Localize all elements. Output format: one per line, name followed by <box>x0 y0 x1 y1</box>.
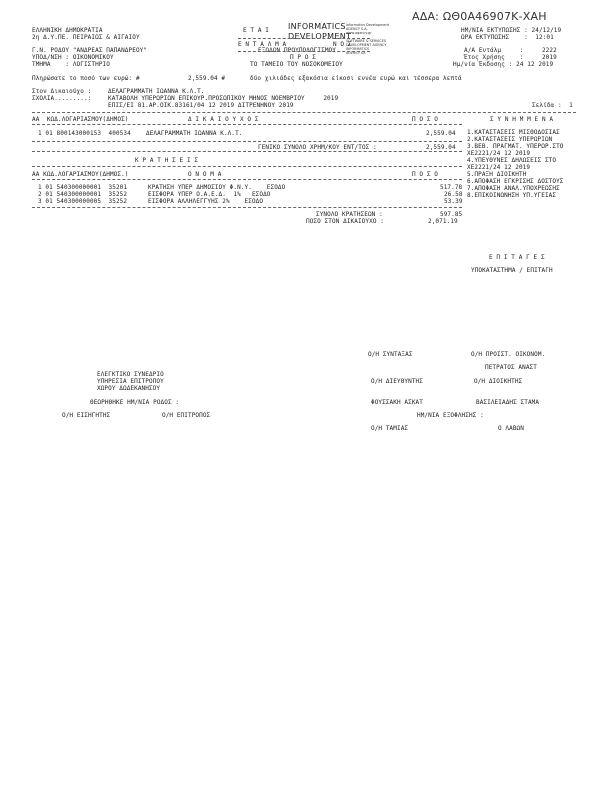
table1-col-attachments: Σ Υ Ν Η Μ Μ Ε Ν Α <box>490 116 554 123</box>
treasurer-label: Ο/Η ΤΑΜΙΑΣ <box>371 425 409 432</box>
visa-label: ΘΕΩΡΗΘΗΚΕ ΗΜ/ΝΙΑ ΡΟΔΟΣ : <box>90 399 180 406</box>
notes-line-2: ΕΠΙΣ/ΕΙ 81.ΑΡ.ΟΙΚ.83161/04 12 2019 ΔΙΤΡΕΝΗΝΟΥ 2019 <box>108 102 294 109</box>
commissioner-label: Ο/Η ΕΠΙΤΡΟΠΟΣ <box>162 412 211 419</box>
manager-name: ΒΑΣΙΛΕΙΑΔΗΣ ΣΤΑΜΑ <box>476 399 540 406</box>
creditor-label: Στον Δικαιούχο : <box>32 88 92 95</box>
attachment-item: 6.ΑΠΟΦΑΣΗ ΕΓΚΡΙΣΗΣ ΔΟΣΤΟΥΣ <box>467 178 564 185</box>
payment-prefix: Πληρώσατε το ποσό των ευρώ: # <box>32 75 140 82</box>
page-number: Σελίδα : 1 <box>532 102 573 109</box>
ada-code: ΑΔΑ: ΩΘ0Α46907Κ-ΧΑΗ <box>412 10 547 23</box>
title-spaced-1: Ε Τ Α Ι <box>243 27 269 34</box>
table1-total-rule-top <box>32 141 462 142</box>
org-line-3: Γ.Ν. ΡΟΔΟΥ "ΑΝΔΡΕΑΣ ΠΑΠΑΝΔΡΕΟΥ" <box>32 47 148 54</box>
org-line-2: 2η Δ.Υ.ΠΕ. ΠΕΙΡΑΙΩΣ & ΑΙΓΑΙΟΥ <box>32 34 140 41</box>
director-name: ΦΟΥΣΣΑΚΗ ΑΣΚΑΤ <box>371 399 423 406</box>
creditor-value: ΔΕΛΑΓΡΑΜΜΑΤΗ ΙΩΑΝΝΑ Κ.Λ.Τ. <box>108 88 205 95</box>
company-logo <box>286 22 406 62</box>
receiver-label: Ο ΛΑΒΩΝ <box>498 425 524 432</box>
deduction-name: ΚΡΑΤΗΣΗ ΥΠΕΡ ΔΗΜΟΣΙΟΥ Φ.Ν.Υ. ΕΣΟΔΟ <box>148 184 286 191</box>
control-line-2: ΥΠΗΡΕΣΙΑ ΕΠΙΤΡΟΠΟΥ <box>97 378 164 385</box>
deduction-amount: 26.58 <box>444 191 463 198</box>
fiscal-year: Έτος Χρήσης : 2019 <box>464 54 557 61</box>
rapporteur-label: Ο/Η ΕΙΣΗΓΗΤΗΣ <box>62 412 111 419</box>
table2-col-aa: ΑΑ ΚΩΔ.ΛΟΓΑΡΙΑΣΜΟΥ(ΔΗΜΟΣ.) <box>32 171 129 178</box>
org-line-1: ΕΛΛΗΝΙΚΗ ΔΗΜΟΚΡΑΤΙΑ <box>32 27 103 34</box>
table1-col-aa: ΑΑ ΚΩΔ.ΛΟΓΑΡΙΑΣΜΟΥ(ΔΗΜΟΣ) <box>32 116 129 123</box>
logo-fine-1: Informatics Development AGENCY S.A. www.agency.gr <box>346 23 389 35</box>
table2-col-name: Ο Ν Ο Μ Α <box>188 171 222 178</box>
notes-label: ΣΧΟΛΙΑ.........: <box>32 95 92 102</box>
title-mid-2: Π Ρ Ο Σ <box>290 54 316 61</box>
table2-header-rule-top <box>32 166 462 167</box>
deduction-code: 2 01 540300000001 35252 <box>38 191 128 198</box>
table2-header-rule-bottom <box>32 179 462 180</box>
title-mid-1: ΕΞΟΔΩΝ ΠΡΟΥΠΟΛΟΓΙΣΜΟΥ <box>258 47 336 54</box>
title-spaced-2: Ε Ν Τ Α Λ Μ Α <box>238 41 287 48</box>
approvals-subtitle: ΥΠΟΚΑΤΑΣΤΗΜΑ / ΕΠΙΤΑΓΗ <box>471 267 553 274</box>
table1-row-name: ΔΕΛΑΓΡΑΜΜΑΤΗ ΙΩΑΝΝΑ Κ.Λ.Τ. <box>146 130 243 137</box>
control-line-3: ΧΩΡΟΥ ΔΩΔΕΚΑΝΗΣΟΥ <box>97 385 161 392</box>
attachment-item: 5.ΠΡΑΞΗ ΔΙΟΙΚΗΤΗ <box>467 171 527 178</box>
deductions-sum-label: ΣΥΝΟΛΟ ΚΡΑΤΗΣΕΩΝ : <box>316 211 383 218</box>
logo-word-1: INFORMATICS <box>288 22 346 31</box>
table1-header-rule <box>32 124 462 125</box>
head-label: Ο/Η ΠΡΟΙΣΤ. ΟΙΚΟΝΟΜ. <box>471 351 546 358</box>
table1-row-amount: 2,559.04 <box>426 130 456 137</box>
notes-line-1: ΚΑΤΑΒΟΛΗ ΥΠΕΡΩΡΙΩΝ ΕΠΙΚΟΥΡ.ΠΡΟΣΩΠΙΚΟΥ ΜΗΝΟΣ ΝΟΕΜΒΡΙΟΥ 2019 <box>108 95 339 102</box>
header-rule-1 <box>238 38 370 39</box>
attachment-item: ΧΕ2221/24 12 2019 <box>467 150 531 157</box>
table1-total-rule-bottom <box>32 151 462 152</box>
logo-fine-2: SOFTWARE & SERVICES DEVELOPMENT AGENCY INFORMATICS AGENCY SA <box>346 39 387 55</box>
attachment-item: 7.ΑΠΟΦΑΣΗ ΑΝΑΛ.ΥΠΟΧΡΕΩΣΗΣ <box>467 185 560 192</box>
control-line-1: ΕΛΕΓΚΤΙΚΟ ΣΥΝΕΔΡΙΟ <box>97 371 164 378</box>
org-line-5: ΤΜΗΜΑ : ΛΟΓΙΣΤΗΡΙΟ <box>32 61 110 68</box>
warrant-number: Α/Α Εντάλμ : 2222 <box>464 47 557 54</box>
attachment-item: 4.ΥΠΕΥΘΥΝΕΣ ΔΗΛΩΣΕΙΣ ΣΤΟ <box>467 157 557 164</box>
attachment-item: 1.ΚΑΤΑΣΤΑΣΕΙΣ ΜΙΣΘΟΔΟΣΙΑΣ <box>467 129 560 136</box>
deduction-code: 1 01 540300000001 35201 <box>38 184 128 191</box>
deduction-code: 3 01 540300000005 35252 <box>38 198 128 205</box>
issue-date: Ημ/νία Έκδοσης : 24 12 2019 <box>453 61 554 68</box>
table1-total-label: ΓΕΝΙΚΟ ΣΥΝΟΛΟ ΧΡΗΜ/ΚΟΥ ΕΝΤ/ΤΟΣ : <box>258 144 377 151</box>
payment-amount: 2,559.04 # <box>188 75 226 82</box>
manager-label: Ο/Η ΔΙΟΙΚΗΤΗΣ <box>474 378 523 385</box>
deductions-sum-amount: 597.85 <box>440 211 463 218</box>
print-date: ΗΜ/ΝΙΑ ΕΚΤΥΠΩΣΗΣ : 24/12/19 <box>461 27 562 34</box>
table1-top-rule <box>32 112 576 113</box>
net-label: ΠΟΣΟ ΣΤΟΝ ΔΙΚΑΙΟΥΧΟ : <box>306 218 384 225</box>
deductions-title: Κ Ρ Α Τ Η Σ Ε Ι Σ <box>135 157 199 164</box>
director-label: Ο/Η ΔΙΕΥΘΥΝΤΗΣ <box>371 378 423 385</box>
approvals-title: Ε Π Ι Τ Α Γ Ε Σ <box>489 254 545 261</box>
header-rule-2 <box>238 51 370 52</box>
org-line-4: ΥΠΟΔ/ΝΣΗ : ΟΙΚΟΝΟΜΙΚΟΥ <box>32 54 114 61</box>
attachment-item: 3.ΒΕΒ. ΠΡΑΓΜΑΤ. ΥΠΕΡΩΡ.ΣΤΟ <box>467 143 564 150</box>
logo-word-2: DEVELOPMENT <box>288 32 352 41</box>
table1-col-amount: Π Ο Σ Ο <box>412 116 438 123</box>
table1-col-beneficiary: Δ Ι Κ Α Ι Ο Υ Χ Ο Σ <box>188 116 259 123</box>
payment-date-label: ΗΜ/ΝΙΑ ΕΞΟΦΛΗΣΗΣ : <box>417 412 484 419</box>
table2-col-amount: Π Ο Σ Ο <box>412 171 438 178</box>
payment-words: δύο χιλιάδες εξακόσια είκοσι εννέα ευρώ και τέσσερα λεπτά <box>250 75 462 82</box>
title-spaced-3: Ν Ο Σ <box>333 41 352 48</box>
table1-row-code: 1 01 800143000153 400534 <box>38 130 131 137</box>
title-mid-3: ΤΟ ΤΑΜΕΙΟ ΤΟΥ ΝΟΣΟΚΟΜΕΙΟΥ <box>250 61 343 68</box>
deduction-amount: 517.78 <box>440 184 463 191</box>
attachment-item: 8.ΕΠΙΚΟΙΝΩΝΗΣΗ ΥΠ.ΥΓΕΙΑΣ <box>467 192 557 199</box>
table2-sum-rule <box>32 207 462 208</box>
attachment-item: ΧΕ2221/24 12 2019 <box>467 164 531 171</box>
attachment-item: 2.ΚΑΤΑΣΤΑΣΕΙΣ ΥΠΕΡΩΡΙΩΝ <box>467 136 553 143</box>
print-time: ΩΡΑ ΕΚΤΥΠΩΣΗΣ : 12:01 <box>461 34 554 41</box>
head-name: ΠΕΤΡΑΤΟΣ ΑΝΑΣΤ <box>485 364 537 371</box>
table1-total-amount: 2,559.04 <box>426 144 456 151</box>
deduction-amount: 53.39 <box>444 198 463 205</box>
deduction-name: ΕΙΣΦΟΡΑ ΥΠΕΡ Ο.Α.Ε.Δ. 1% ΕΣΟΔΟ <box>148 191 271 198</box>
deduction-name: ΕΙΣΦΟΡΑ ΑΛΛΗΛΕΓΓΥΗΣ 2% ΕΣΟΔΟ <box>148 198 264 205</box>
net-amount: 2,071.19 <box>428 218 458 225</box>
composer-label: Ο/Η ΣΥΝΤΑΞΑΣ <box>368 351 413 358</box>
